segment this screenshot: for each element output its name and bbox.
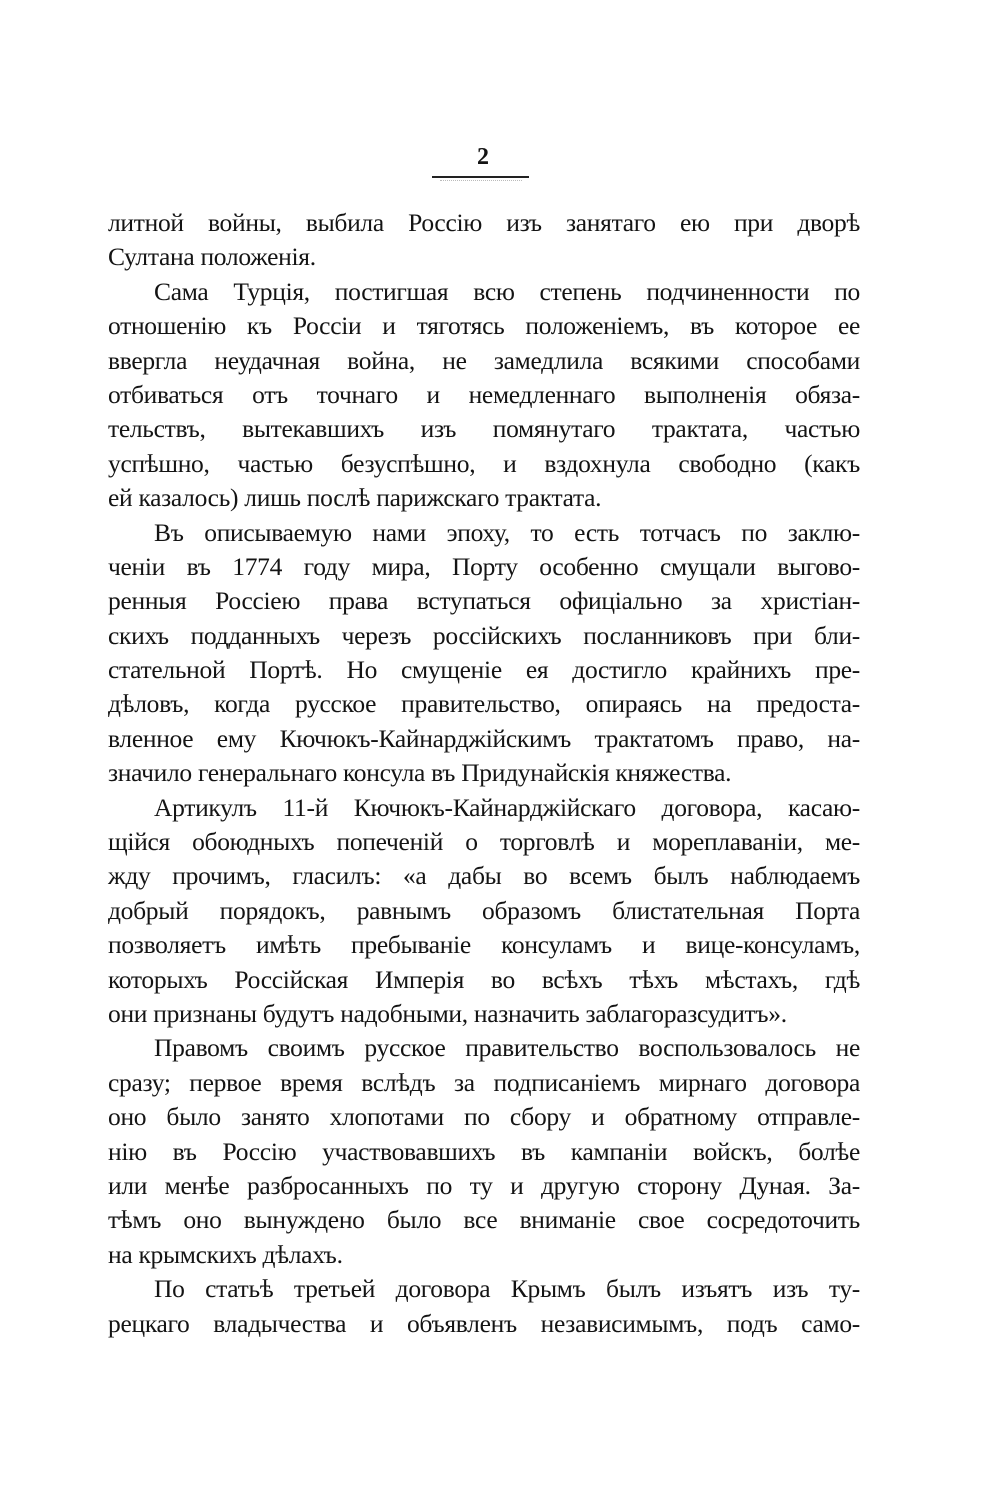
text-line: на крымскихъ дѣлахъ. [108,1239,343,1269]
text-line: Сама Турція, постигшая всю степень подчиненности по [154,276,860,306]
text-line: тѣмъ оно вынуждено было все вниманіе свое сосредоточить [108,1205,860,1235]
text-line: скихъ подданныхъ черезъ россійскихъ посланниковъ при бли- [108,620,860,650]
text-line: ренныя Россіею права вступаться офиціально за христіан- [108,586,860,616]
page-number-rule-shadow [440,180,522,181]
text-line: литной войны, выбила Россію изъ занятаго ею при дворѣ [108,208,860,237]
text-line: тельствъ, вытекавшихъ изъ помянутаго трактата, частью [108,414,860,444]
paragraph [108,516,860,791]
text-line: позволяетъ имѣть пребываніе консуламъ и вице-консуламъ, [108,930,860,960]
text-line: жду прочимъ, гласилъ: «а дабы во всемъ былъ наблюдаемъ [108,861,860,891]
text-line: щійся обоюдныхъ попеченій о торговлѣ и мореплаваніи, ме- [108,827,860,857]
text-line: отношенію къ Россіи и тяготясь положеніемъ, въ которое ее [108,311,860,341]
text-line: Султана положенія. [108,242,316,272]
text-line: которыхъ Россійская Имперія во всѣхъ тѣхъ мѣстахъ, гдѣ [108,964,860,994]
text-line: успѣшно, частью безуспѣшно, и вздохнула свободно (какъ [108,448,860,478]
text-line: Артикулъ 11-й Кючюкъ-Кайнарджійскаго договора, касаю- [154,792,860,822]
text-line: вленное ему Кючюкъ-Кайнарджійскимъ трактатомъ право, на- [108,723,860,753]
text-line: отбиваться отъ точнаго и немедленнаго выполненія обяза- [108,379,860,409]
text-line: По статьѣ третьей договора Крымъ былъ изъятъ изъ ту- [154,1274,860,1304]
page-number-rule [432,176,529,178]
paragraph [108,275,860,516]
paragraph [108,1031,860,1272]
text-line: или менѣе разбросанныхъ по ту и другую сторону Дуная. За- [108,1170,860,1200]
text-line: ченіи въ 1774 году мира, Порту особенно смущали выгово- [108,551,860,581]
body-text [108,206,860,1341]
text-line: стательной Портѣ. Но смущеніе ея достигло крайнихъ пре- [108,655,860,685]
text-line: ввергла неудачная война, не замедлила всякими способами [108,345,860,375]
text-line: сразу; первое время вслѣдъ за подписаніемъ мирнаго договора [108,1067,860,1097]
paragraph [108,206,860,275]
text-line: Въ описываемую нами эпоху, то есть тотчасъ по заклю- [154,517,860,547]
text-line: они признаны будутъ надобными, назначить заблагоразсудитъ». [108,998,787,1028]
text-line: добрый порядокъ, равнымъ образомъ блистательная Порта [108,895,860,925]
text-line: Правомъ своимъ русское правительство воспользовалось не [154,1033,860,1063]
text-line: дѣловъ, когда русское правительство, опираясь на предоста- [108,689,860,719]
text-line: рецкаго владычества и объявленъ независимымъ, подъ само- [108,1308,860,1338]
paragraph [108,791,860,1032]
text-line: нію въ Россію участвовавшихъ въ кампаніи войскъ, болѣе [108,1136,860,1166]
text-line: ей казалось) лишь послѣ парижскаго трактата. [108,483,602,513]
paragraph [108,1272,860,1341]
page-number: 2 [477,144,489,170]
text-line: оно было занято хлопотами по сбору и обратному отправле- [108,1102,860,1132]
text-line: значило генеральнаго консула въ Придунайскія княжества. [108,758,732,788]
